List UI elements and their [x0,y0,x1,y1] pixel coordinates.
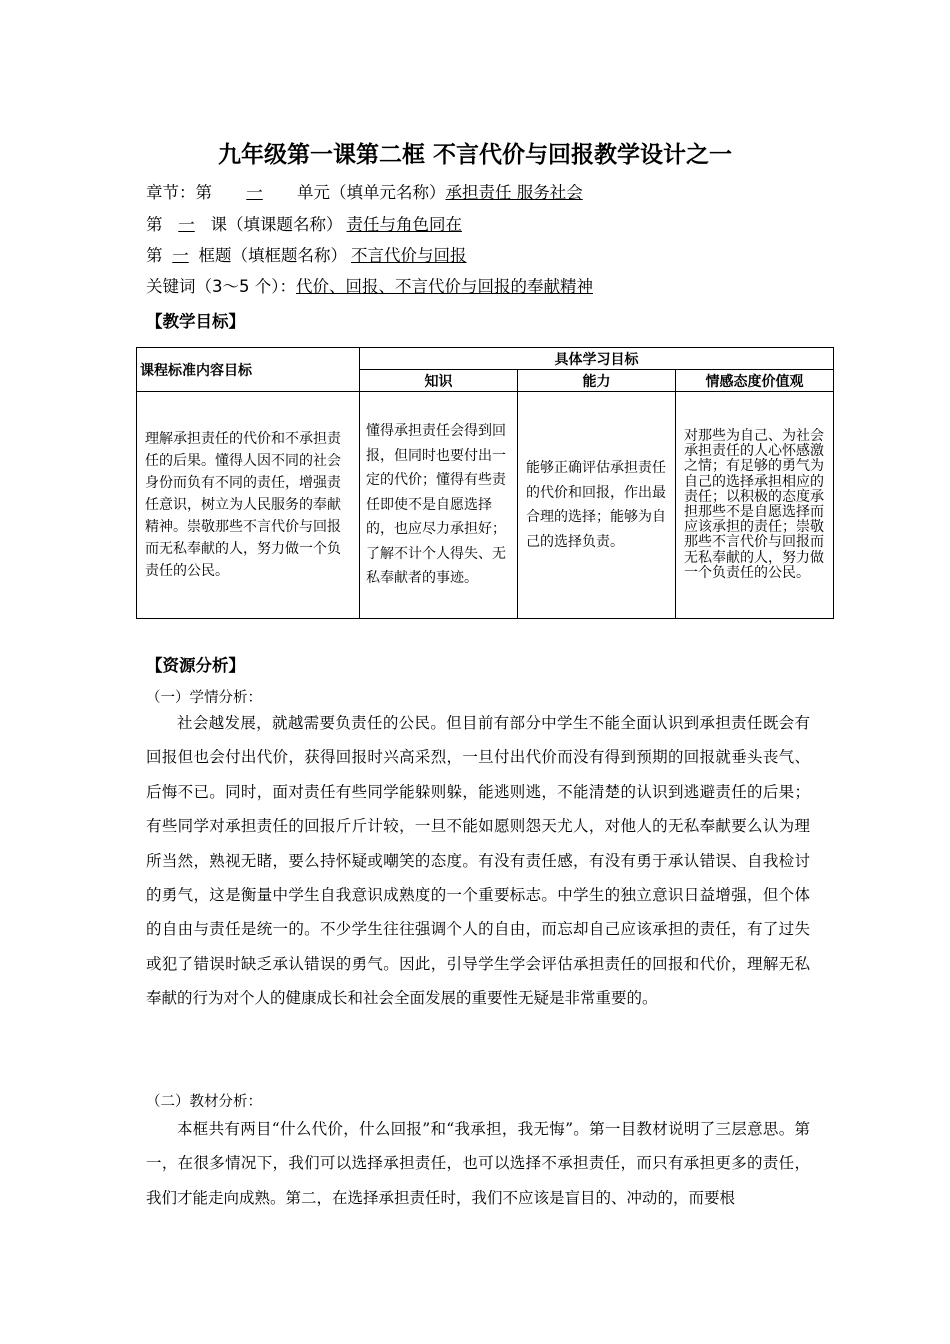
header-knowledge: 知识 [360,370,518,392]
document-title: 九年级第一课第二框 不言代价与回报教学设计之一 [217,142,732,168]
frame-mid: 框题（填框题名称） [198,246,347,265]
cell-ability: 能够正确评估承担责任的代价和回报，作出最合理的选择；能够为自己的选择负责。 [518,392,676,619]
lesson-prefix: 第 [146,215,163,234]
lesson-mid: 课（填课题名称） [210,215,343,234]
material-analysis-text: 本框共有两目“什么代价，什么回报”和“我承担，我无悔”。第一目教材说明了三层意思。第一，在很多情况下，我们可以选择承担责任，也可以选择不承担责任，而只有承担更多的责任，我们才能走向成熟。第二，在选择承担责任时，我们不应该是盲目的、冲动的，而要根 [146,1120,810,1207]
chapter-line [146,182,583,204]
cell-standard: 理解承担责任的代价和不承担责任的后果。懂得人因不同的社会身份而负有不同的责任，增强责任意识，树立为人民服务的奉献精神。崇敬那些不言代价与回报而无私奉献的人，努力做一个负责任的公民。 [137,392,360,619]
header-attitude: 情感态度价值观 [676,370,834,392]
frame-name: 不言代价与回报 [351,246,467,265]
lesson-name: 责任与角色同在 [346,215,462,234]
chapter-unit-name: 承担责任 服务社会 [445,183,583,202]
frame-number: 一 [172,246,189,265]
frame-prefix: 第 [146,246,163,265]
teaching-goals-table [136,347,834,619]
cell-knowledge: 懂得承担责任会得到回报，但同时也要付出一定的代价；懂得有些责任即使不是自愿选择的，也应尽力承担好；了解不计个人得失、无私奉献者的事迹。 [360,392,518,619]
lesson-line [146,214,462,236]
keywords-line [146,276,593,298]
student-analysis-heading: （一）学情分析： [146,690,262,706]
header-specific-goals: 具体学习目标 [360,348,834,370]
chapter-mid: 单元（填单元名称） [297,183,446,202]
material-analysis-heading: （二）教材分析： [146,1094,262,1110]
header-standard: 课程标准内容目标 [137,348,360,392]
student-analysis-text: 社会越发展，就越需要负责任的公民。但目前有部分中学生不能全面认识到承担责任既会有回报但也会付出代价，获得回报时兴高采烈，一旦付出代价而没有得到预期的回报就垂头丧气、后悔不已。同时，面对责任有些同学能躲则躲，能逃则逃，不能清楚的认识到逃避责任的后果；有些同学对承担责任的回报斤斤计较，一旦不能如愿则怨天尤人，对他人的无私奉献要么认为理所当然，熟视无睹，要么持怀疑或嘲笑的态度。有没有责任感，有没有勇于承认错误、自我检讨的勇气，这是衡量中学生自我意识成熟度的一个重要标志。中学生的独立意识日益增强，但个体的自由与责任是统一的。不少学生往往强调个人的自由，而忘却自己应该承担的责任，有了过失或犯了错误时缺乏承认错误的勇气。因此，引导学生学会评估承担责任的回报和代价，理解无私奉献的行为对个人的健康成长和社会全面发展的重要性无疑是非常重要的。 [146,714,810,1008]
chapter-unit-number: 一 [246,183,263,202]
cell-attitude: 对那些为自己、为社会承担责任的人心怀感激之情；有足够的勇气为自己的选择承担相应的责任；以积极的态度承担那些不是自愿选择而应该承担的责任；崇敬那些不言代价与回报而无私奉献的人，努力做一个负责任的公民。 [676,392,834,619]
keywords-value: 代价、回报、不言代价与回报的奉献精神 [296,277,593,296]
header-ability: 能力 [518,370,676,392]
keywords-label: 关键词（3～5 个）： [146,277,296,296]
resource-heading: 【资源分析】 [146,656,245,675]
lesson-number: 一 [178,215,195,234]
chapter-prefix: 章节：第 [146,183,212,202]
frame-line [146,245,467,267]
teaching-goal-heading: 【教学目标】 [146,312,245,331]
